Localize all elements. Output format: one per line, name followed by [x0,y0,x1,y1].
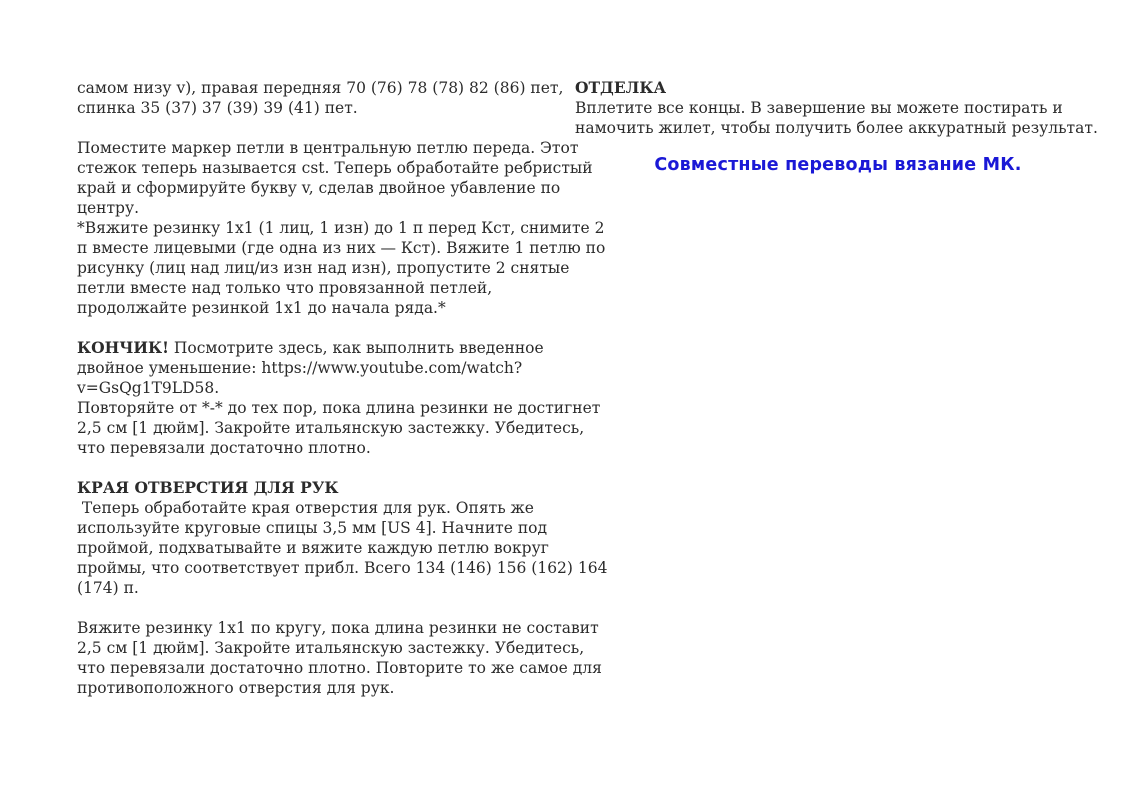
tip-label: КОНЧИК! [77,338,169,357]
text-line: край и сформируйте букву v, сделав двойное убавление по [77,179,561,197]
text-line: 2,5 см [1 дюйм]. Закройте итальянскую застежку. Убедитесь, [77,419,585,437]
text-line: что перевязали достаточно плотно. Повторите то же самое для [77,659,602,677]
text-line: двойное уменьшение: https://www.youtube.com/watch? [77,359,523,377]
text-line: п вместе лицевыми (где одна из них — Кст). Вяжите 1 петлю по [77,239,606,257]
text-line: противоположного отверстия для рук. [77,679,395,697]
paragraph-v-decrease [77,138,606,318]
spacer [77,118,567,138]
text-line: рисунку (лиц над лиц/из изн над изн), пропустите 2 снятые [77,259,570,277]
section-heading: КРАЯ ОТВЕРСТИЯ ДЛЯ РУК [77,478,339,497]
section-heading: ОТДЕЛКА [575,78,667,97]
text-line: Поместите маркер петли в центральную петлю переда. Этот [77,139,579,157]
text-line: центру. [77,199,140,217]
link-suffix: . [1014,155,1022,175]
text-line: Теперь обработайте края отверстия для рук. Опять же [77,499,534,517]
text-line: 2,5 см [1 дюйм]. Закройте итальянскую застежку. Убедитесь, [77,639,585,657]
tip-text: Посмотрите здесь, как выполнить введенное [168,339,544,357]
text-line: (174) п. [77,579,139,597]
paragraph-tip [77,338,601,458]
section-armholes [77,478,608,598]
joint-translations-link-line [575,154,1075,176]
spacer [77,598,567,618]
text-line: намочить жилет, чтобы получить более аккуратный результат. [575,119,1098,137]
text-line: Повторяйте от *-* до тех пор, пока длина резинки не достигнет [77,399,601,417]
paragraph-rib-finish [77,618,602,698]
paragraph-stitch-counts [77,78,567,118]
text-line: Вплетите все концы. В завершение вы можете постирать и [575,99,1063,117]
text-line: самом низу v), правая передняя 70 (76) 78 (78) 82 (86) пет, [77,79,564,97]
text-line: проймы, что соответствует прибл. Всего 134 (146) 156 (162) 164 [77,559,608,577]
text-line: что перевязали достаточно плотно. [77,439,371,457]
text-line: петли вместе над только что провязанной петлей, [77,279,493,297]
left-column [77,78,608,698]
text-line: стежок теперь называется cst. Теперь обработайте ребристый [77,159,593,177]
joint-translations-link[interactable]: Совместные переводы вязание МК [654,155,1015,175]
text-line: спинка 35 (37) 37 (39) 39 (41) пет. [77,99,358,117]
right-column [575,78,1098,176]
text-line: проймой, подхватывайте и вяжите каждую петлю вокруг [77,539,549,557]
tip-first-line [77,338,567,358]
text-line: используйте круговые спицы 3,5 мм [US 4]. Начните под [77,519,548,537]
spacer [77,318,567,338]
text-line: v=GsQg1T9LD58. [77,379,220,397]
text-line: продолжайте резинкой 1x1 до начала ряда.* [77,299,446,317]
text-line: Вяжите резинку 1x1 по кругу, пока длина резинки не составит [77,619,599,637]
section-finishing [575,78,1098,138]
spacer [77,458,567,478]
text-line: *Вяжите резинку 1x1 (1 лиц, 1 изн) до 1 п перед Кст, снимите 2 [77,219,605,237]
